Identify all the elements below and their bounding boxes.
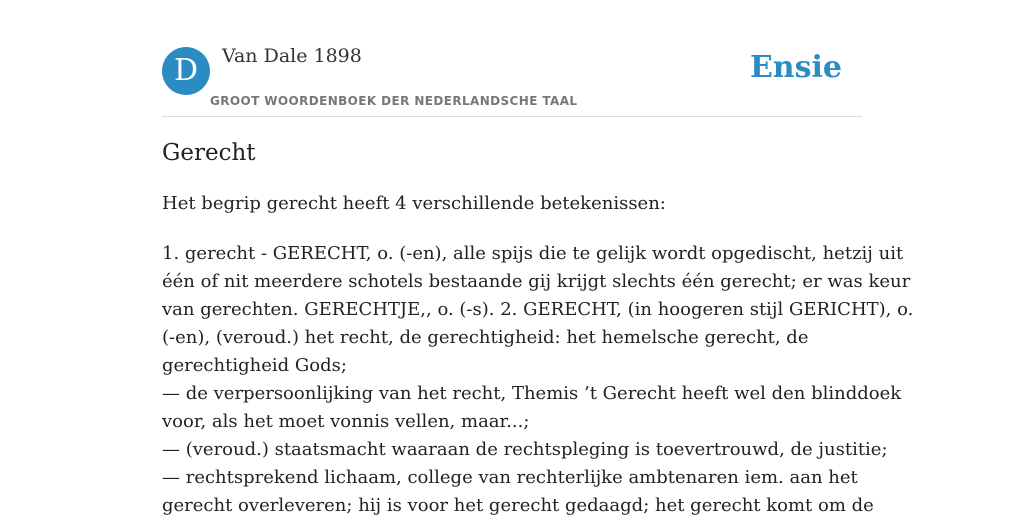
dictionary-logo[interactable]: D <box>162 47 210 95</box>
definition-line: gerechtigheid Gods; <box>162 355 347 376</box>
dictionary-subtitle: GROOT WOORDENBOEK DER NEDERLANDSCHE TAAL <box>210 94 578 108</box>
definition-line: één of nit meerdere schotels bestaande gij krijgt slechts één gerecht; er was keur <box>162 271 911 292</box>
definition-line: voor, als het moet vonnis vellen, maar...; <box>162 411 530 432</box>
definition-line: — (veroud.) staatsmacht waaraan de rechtspleging is toevertrouwd, de justitie; <box>162 439 888 460</box>
definition-text <box>162 240 914 520</box>
definition-line: — rechtsprekend lichaam, college van rechterlijke ambtenaren iem. aan het <box>162 467 858 488</box>
definition-line: van gerechten. GERECHTJE,, o. (-s). 2. GERECHT, (in hoogeren stijl GERICHT), o. <box>162 299 914 320</box>
ensie-brand-link[interactable]: Ensie <box>749 50 842 85</box>
entry-title: Gerecht <box>162 140 256 166</box>
entry-intro: Het begrip gerecht heeft 4 verschillende betekenissen: <box>162 193 666 214</box>
site-header <box>162 0 862 117</box>
definition-line: (-en), (veroud.) het recht, de gerechtigheid: het hemelsche gerecht, de <box>162 327 809 348</box>
definition-line: — de verpersoonlijking van het recht, Themis ’t Gerecht heeft wel den blinddoek <box>162 383 902 404</box>
definition-line: 1. gerecht - GERECHT, o. (-en), alle spijs die te gelijk wordt opgedischt, hetzij uit <box>162 243 904 264</box>
definition-line: gerecht overleveren; hij is voor het gerecht gedaagd; het gerecht komt om de <box>162 495 874 516</box>
dictionary-title-link[interactable]: Van Dale 1898 <box>222 45 362 67</box>
page <box>162 0 914 516</box>
